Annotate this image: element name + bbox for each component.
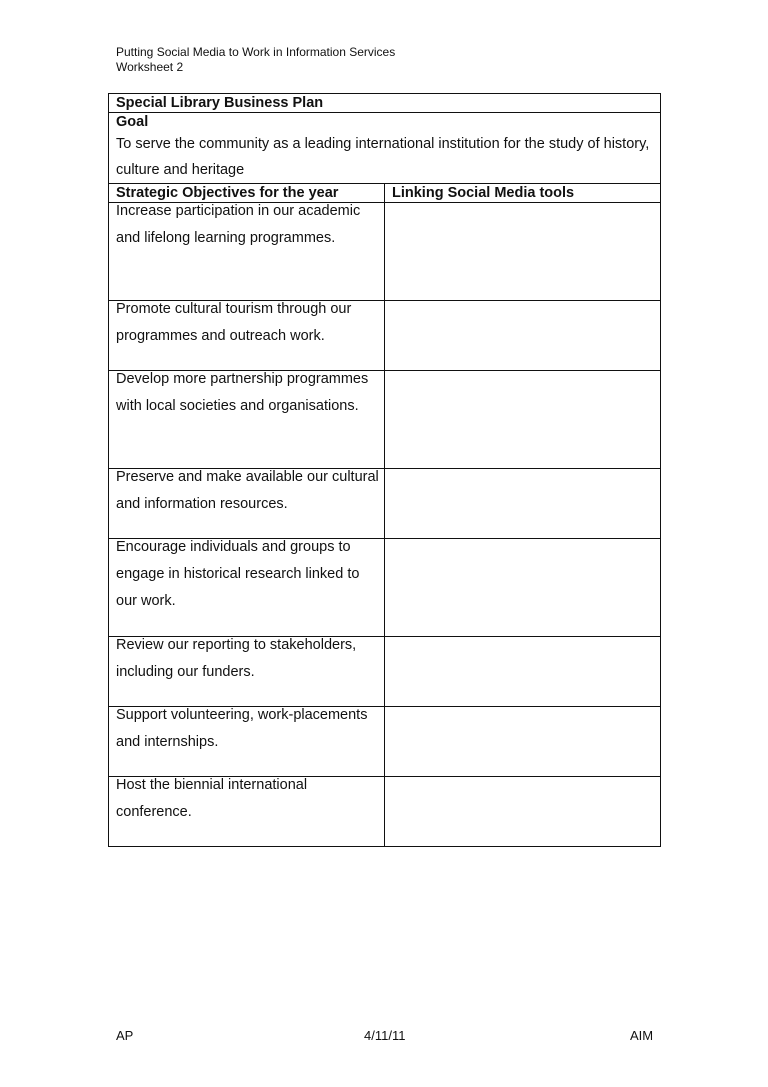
plan-title-row (109, 94, 661, 113)
column-header-objectives: Strategic Objectives for the year (109, 184, 385, 203)
table-row (109, 469, 661, 539)
objective-cell (109, 539, 385, 637)
tools-cell[interactable] (385, 469, 661, 539)
table-row (109, 371, 661, 469)
tools-cell[interactable] (385, 371, 661, 469)
table-row (109, 637, 661, 707)
page-header (116, 45, 395, 75)
objective-text: Encourage individuals and groups to engage in historical research linked to our work. (116, 539, 360, 609)
tools-cell[interactable] (385, 301, 661, 371)
tools-cell[interactable] (385, 637, 661, 707)
objective-text: Promote cultural tourism through our programmes and outreach work. (116, 301, 352, 344)
goal-text: To serve the community as a leading international institution for the study of history, culture and heritage (116, 136, 650, 178)
table-row (109, 777, 661, 847)
footer-author: AP (116, 1028, 134, 1043)
objective-text: Increase participation in our academic and lifelong learning programmes. (116, 203, 361, 246)
objective-text: Review our reporting to stakeholders, including our funders. (116, 637, 357, 680)
business-plan-table (108, 93, 661, 847)
objective-cell (109, 469, 385, 539)
worksheet-label: Worksheet 2 (116, 60, 184, 74)
objective-cell (109, 777, 385, 847)
objective-cell (109, 301, 385, 371)
goal-row (109, 113, 661, 184)
objective-text: Host the biennial international conference. (116, 777, 308, 820)
plan-title: Special Library Business Plan (109, 94, 661, 113)
tools-cell[interactable] (385, 707, 661, 777)
column-header-tools: Linking Social Media tools (385, 184, 661, 203)
objective-cell (109, 707, 385, 777)
objective-text: Support volunteering, work-placements and internships. (116, 707, 368, 750)
table-row (109, 539, 661, 637)
table-row (109, 203, 661, 301)
objective-cell (109, 203, 385, 301)
document-title: Putting Social Media to Work in Information Services (116, 45, 396, 59)
tools-cell[interactable] (385, 777, 661, 847)
tools-cell[interactable] (385, 203, 661, 301)
tools-cell[interactable] (385, 539, 661, 637)
table-row (109, 301, 661, 371)
goal-cell (109, 113, 661, 184)
goal-label: Goal (116, 114, 149, 130)
objective-cell (109, 637, 385, 707)
footer-date: 4/11/11 (364, 1028, 406, 1043)
table-row (109, 707, 661, 777)
footer-org: AIM (630, 1028, 654, 1043)
objective-text: Preserve and make available our cultural and information resources. (116, 469, 379, 512)
objective-text: Develop more partnership programmes with local societies and organisations. (116, 371, 369, 414)
objective-cell (109, 371, 385, 469)
